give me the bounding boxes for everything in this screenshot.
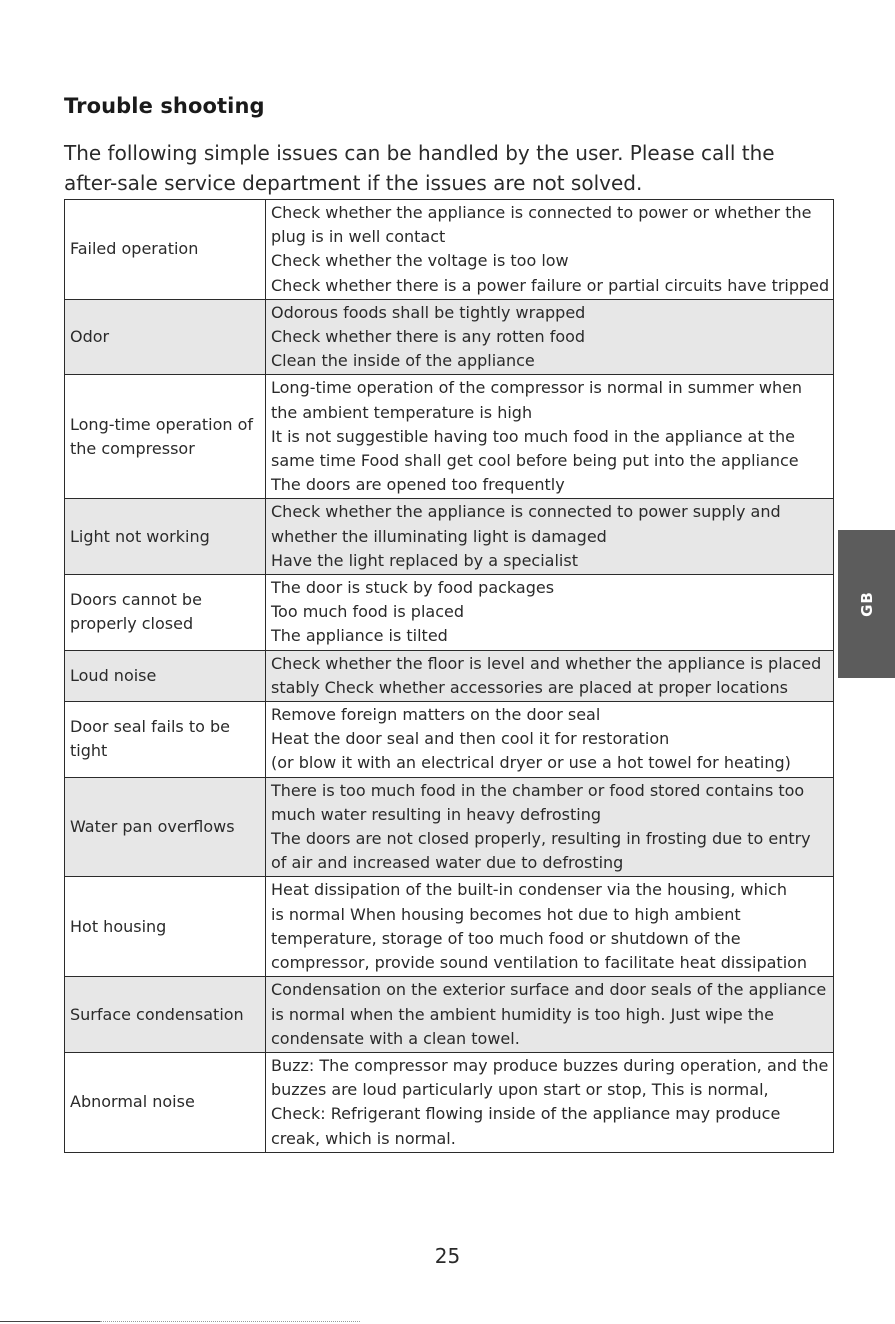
issue-cell: Doors cannot be properly closed — [65, 575, 266, 651]
solution-line: much water resulting in heavy defrosting — [271, 804, 601, 824]
issue-cell: Hot housing — [65, 877, 266, 977]
table-row — [65, 499, 834, 575]
solution-line: Check whether the appliance is connected to power or whether the — [271, 203, 812, 222]
solution-line: condensate with a clean towel. — [271, 1028, 520, 1048]
issue-cell: Failed operation — [65, 200, 266, 300]
troubleshooting-table-body — [65, 200, 834, 1153]
solution-cell — [266, 702, 834, 778]
table-row — [65, 299, 834, 375]
issue-cell: Abnormal noise — [65, 1052, 266, 1152]
table-row — [65, 200, 834, 300]
issue-cell: Water pan overflows — [65, 777, 266, 877]
solution-line: stably Check whether accessories are placed at proper locations — [271, 677, 788, 697]
issue-cell: Surface condensation — [65, 977, 266, 1053]
solution-line: Too much food is placed — [271, 602, 464, 622]
solution-line: Condensation on the exterior surface and door seals of the appliance — [271, 980, 827, 1000]
solution-line: It is not suggestible having too much food in the appliance at the — [271, 426, 795, 446]
solution-line: buzzes are loud particularly upon start or stop, This is normal, — [271, 1080, 769, 1100]
table-row — [65, 877, 834, 977]
table-row — [65, 650, 834, 701]
solution-cell — [266, 1052, 834, 1152]
solution-cell — [266, 650, 834, 701]
footer-rule — [0, 1321, 100, 1322]
solution-line: The door is stuck by food packages — [271, 578, 555, 598]
language-tab-label: GB — [857, 591, 876, 617]
footer-dotted-rule — [100, 1321, 360, 1322]
table-row — [65, 1052, 834, 1152]
table-row — [65, 977, 834, 1053]
solution-line: The appliance is tilted — [271, 626, 448, 646]
solution-line: is normal When housing becomes hot due to high ambient — [271, 904, 741, 924]
page-title: Trouble shooting — [64, 94, 265, 118]
solution-cell — [266, 575, 834, 651]
issue-cell: Loud noise — [65, 650, 266, 701]
solution-line: Heat dissipation of the built-in condenser via the housing, which — [271, 880, 787, 900]
solution-line: Have the light replaced by a specialist — [271, 550, 578, 570]
page-number: 25 — [434, 1244, 461, 1268]
solution-line: Heat the door seal and then cool it for restoration — [271, 729, 670, 749]
solution-line: temperature, storage of too much food or shutdown of the — [271, 928, 741, 948]
solution-line: compressor, provide sound ventilation to facilitate heat dissipation — [271, 953, 808, 973]
troubleshooting-table — [64, 199, 834, 1153]
solution-line: Check whether there is a power failure or partial circuits have tripped — [271, 275, 830, 295]
language-tab — [838, 530, 895, 678]
solution-cell — [266, 200, 834, 300]
solution-line: whether the illuminating light is damaged — [271, 526, 607, 546]
solution-line: The doors are not closed properly, resulting in frosting due to entry — [271, 829, 811, 849]
solution-line: Buzz: The compressor may produce buzzes during operation, and the — [271, 1055, 829, 1075]
solution-line: Check whether the floor is level and whether the appliance is placed — [271, 653, 822, 673]
intro-paragraph: The following simple issues can be handled by the user. Please call the after-sale service department if the issues are not solved. — [64, 141, 775, 195]
solution-line: same time Food shall get cool before being put into the appliance — [271, 451, 799, 471]
table-row — [65, 575, 834, 651]
solution-cell — [266, 977, 834, 1053]
solution-cell — [266, 499, 834, 575]
solution-line: of air and increased water due to defrosting — [271, 853, 624, 873]
issue-cell: Odor — [65, 299, 266, 375]
solution-line: (or blow it with an electrical dryer or use a hot towel for heating) — [271, 753, 791, 773]
solution-line: the ambient temperature is high — [271, 402, 533, 422]
solution-line: Check whether the appliance is connected to power supply and — [271, 502, 781, 522]
solution-line: plug is in well contact — [271, 227, 446, 247]
solution-cell — [266, 777, 834, 877]
solution-line: Clean the inside of the appliance — [271, 351, 535, 371]
solution-cell — [266, 877, 834, 977]
solution-cell — [266, 375, 834, 499]
issue-cell: Long-time operation of the compressor — [65, 375, 266, 499]
solution-line: Long-time operation of the compressor is normal in summer when — [271, 378, 803, 398]
table-row — [65, 777, 834, 877]
solution-line: Check whether there is any rotten food — [271, 327, 586, 347]
solution-line: Check: Refrigerant flowing inside of the appliance may produce — [271, 1104, 781, 1124]
table-row — [65, 702, 834, 778]
solution-cell — [266, 299, 834, 375]
solution-line: Check whether the voltage is too low — [271, 251, 569, 271]
solution-line: The doors are opened too frequently — [271, 475, 565, 495]
solution-line: There is too much food in the chamber or food stored contains too — [271, 780, 805, 800]
issue-cell: Door seal fails to be tight — [65, 702, 266, 778]
solution-line: creak, which is normal. — [271, 1128, 456, 1148]
solution-line: is normal when the ambient humidity is too high. Just wipe the — [271, 1004, 775, 1024]
solution-line: Remove foreign matters on the door seal — [271, 705, 601, 725]
table-row — [65, 375, 834, 499]
issue-cell: Light not working — [65, 499, 266, 575]
solution-line: Odorous foods shall be tightly wrapped — [271, 302, 586, 322]
